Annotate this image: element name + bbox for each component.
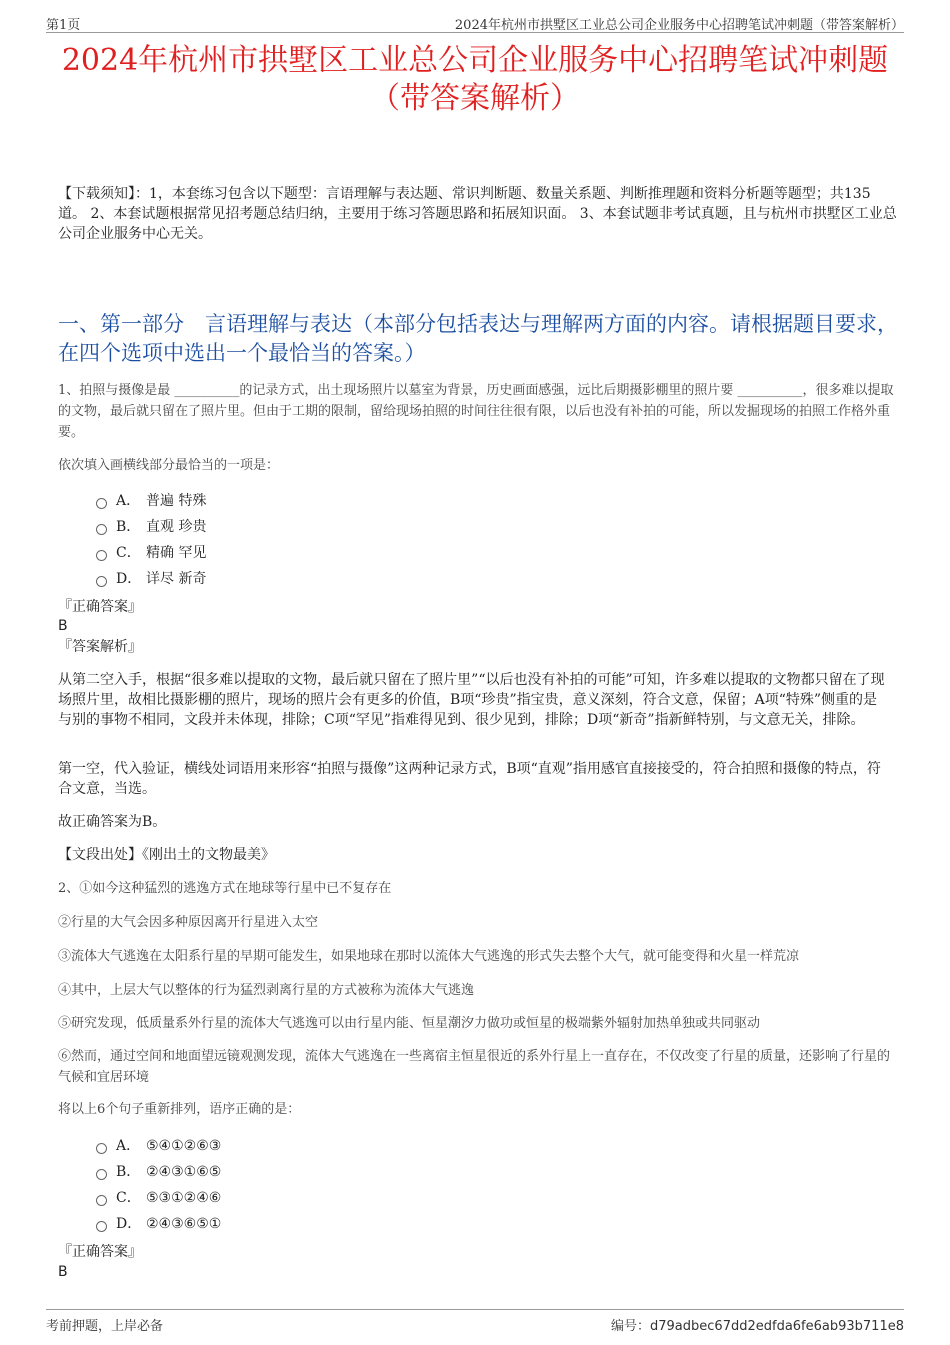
analysis-paragraph-1: 从第二空入手，根据“很多难以提取的文物，最后就只留在了照片里”“以后也没有补拍的可能”可知，许多难以提取的文物都只留在了现场照片里，故相比摄影棚的照片，现场的照片会有更多的价值，B项“珍贵”指宝贵，意义深刻，符合文意，保留；A项“特殊”侧重的是与别的事物不相同，文段并未体现，排除；C项“罕见”指难得见到、很少见到，排除；D项“新奇”指新鲜特别，与文意无关，排除。: [58, 672, 885, 728]
option-b[interactable]: B． ②④③①⑥⑤: [96, 1159, 221, 1185]
footer-slogan: 考前押题，上岸必备: [46, 1319, 164, 1334]
radio-icon[interactable]: [96, 498, 107, 509]
text-source: 【文段出处】《刚出土的文物最美》: [58, 847, 275, 863]
footer-code-value: d79adbec67dd2edfda6fe6ab93b711e8: [650, 1319, 904, 1334]
analysis-conclusion: 故正确答案为B。: [58, 814, 167, 830]
page-header: [46, 14, 904, 33]
question-2-options: [96, 1133, 221, 1237]
option-d[interactable]: D． 详尽 新奇: [96, 566, 206, 592]
option-a[interactable]: A． ⑤④①②⑥③: [96, 1133, 221, 1159]
question-2-sentence-3: ③流体大气逃逸在太阳系行星的早期可能发生，如果地球在那时以流体大气逃逸的形式失去整个大气，就可能变得和火星一样荒凉: [58, 949, 800, 964]
option-d[interactable]: D． ②④③⑥⑤①: [96, 1211, 221, 1237]
radio-icon[interactable]: [96, 1143, 107, 1154]
option-c[interactable]: C． ⑤③①②④⑥: [96, 1185, 221, 1211]
radio-icon[interactable]: [96, 1221, 107, 1232]
question-1-options: [96, 488, 206, 592]
answer-value: B: [58, 618, 68, 634]
footer-code-label: 编号：: [611, 1319, 651, 1334]
question-1-prompt: 依次填入画横线部分最恰当的一项是：: [58, 458, 280, 473]
radio-icon[interactable]: [96, 1195, 107, 1206]
section-title: 一、第一部分 言语理解与表达（本部分包括表达与理解两方面的内容。请根据题目要求，在四个选项中选出一个最恰当的答案。）: [58, 312, 898, 365]
title-line-1: 2024年杭州市拱墅区工业总公司企业服务中心招聘笔试冲刺题: [61, 43, 889, 78]
question-2-sentence-2: ②行星的大气会因多种原因离开行星进入太空: [58, 915, 319, 930]
option-a[interactable]: A． 普遍 特殊: [96, 488, 206, 514]
option-b[interactable]: B． 直观 珍贵: [96, 514, 206, 540]
analysis-paragraph-2: 第一空，代入验证，横线处词语用来形容“拍照与摄像”这两种记录方式，B项“直观”指用感官直接接受的，符合拍照和摄像的特点，符合文意，当选。: [58, 761, 881, 797]
question-2-sentence-5: ⑤研究发现，低质量系外行星的流体大气逃逸可以由行星内能、恒星潮汐力做功或恒星的极端紫外辐射加热单独或共同驱动: [58, 1016, 761, 1031]
answer-label: 『正确答案』: [58, 1244, 142, 1260]
radio-icon[interactable]: [96, 1169, 107, 1180]
option-c[interactable]: C． 精确 罕见: [96, 540, 206, 566]
analysis-label: 『答案解析』: [58, 639, 142, 655]
answer-label: 『正确答案』: [58, 599, 142, 615]
radio-icon[interactable]: [96, 576, 107, 587]
question-2-sentence-4: ④其中，上层大气以整体的行为猛烈剥离行星的方式被称为流体大气逃逸: [58, 983, 475, 998]
download-notice: 【下载须知】：1，本套练习包含以下题型：言语理解与表达题、常识判断题、数量关系题、判断推理题和资料分析题等题型；共135道。 2、本套试题根据常见招考题总结归纳，主要用于练习答题思路和拓展知识面。 3、本套试题非考试真题，且与杭州市拱墅区工业总公司企业服务中心无关。: [58, 186, 897, 242]
question-2-sentence-1: 2、①如今这种猛烈的逃逸方式在地球等行星中已不复存在: [58, 881, 392, 896]
title-line-2: （带答案解析）: [370, 81, 580, 116]
question-1-text: 1、拍照与摄像是最 __________的记录方式，出土现场照片以墓室为背景，历史画面感强，远比后期摄影棚里的照片要 __________，很多难以提取的文物，最后就只留在了照片里。但由于工期的限制，留给现场拍照的时间往往很有限，以后也没有补拍的可能，所以发掘现场的拍照工作格外重要。: [58, 383, 894, 440]
question-2-prompt: 将以上6个句子重新排列，语序正确的是：: [58, 1102, 301, 1117]
radio-icon[interactable]: [96, 524, 107, 535]
header-doc-title: 2024年杭州市拱墅区工业总公司企业服务中心招聘笔试冲刺题（带答案解析）: [454, 18, 904, 33]
answer-value: B: [58, 1264, 68, 1280]
page-footer: [46, 1309, 904, 1334]
page-number: 第1页: [46, 18, 81, 33]
question-2-sentence-6: ⑥然而，通过空间和地面望远镜观测发现，流体大气逃逸在一些离宿主恒星很近的系外行星上一直存在，不仅改变了行星的质量，还影响了行星的气候和宜居环境: [58, 1049, 891, 1085]
footer-code: [611, 1315, 904, 1334]
radio-icon[interactable]: [96, 550, 107, 561]
document-title: [0, 42, 950, 118]
